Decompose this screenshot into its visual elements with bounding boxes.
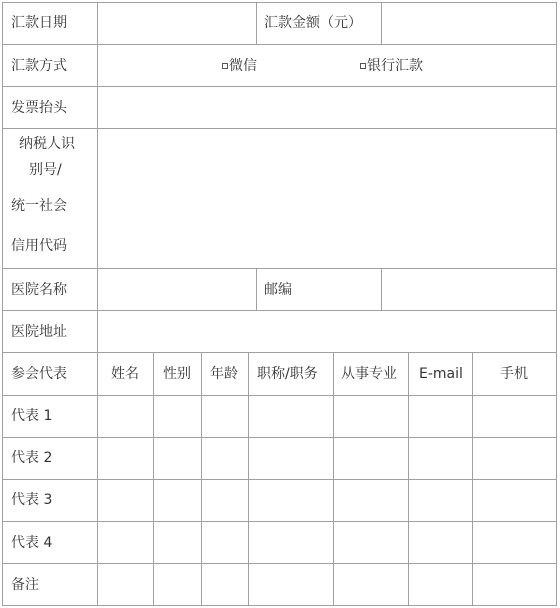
table-header: 手机 bbox=[500, 366, 528, 382]
checkbox-icon[interactable] bbox=[360, 63, 366, 69]
invoice-title-label: 发票抬头 bbox=[11, 100, 67, 116]
table-row-label: 备注 bbox=[11, 577, 39, 593]
invoice-title-field[interactable] bbox=[98, 87, 556, 128]
checkbox-icon[interactable] bbox=[222, 63, 228, 69]
taxpayer-id-label-line4: 信用代码 bbox=[11, 238, 67, 254]
postcode-label: 邮编 bbox=[264, 282, 292, 298]
hospital-address-field[interactable] bbox=[98, 311, 556, 352]
hospital-name-label: 医院名称 bbox=[11, 282, 67, 298]
taxpayer-id-label-line2: 别号/ bbox=[29, 162, 62, 178]
table-row-label: 代表 1 bbox=[11, 408, 53, 424]
table-row-label: 代表 2 bbox=[11, 450, 53, 466]
remit-date-label: 汇款日期 bbox=[11, 15, 67, 31]
hospital-address-label: 医院地址 bbox=[11, 324, 67, 340]
table-header: 参会代表 bbox=[11, 366, 67, 382]
taxpayer-id-label-line3: 统一社会 bbox=[11, 198, 67, 214]
table-header: 从事专业 bbox=[341, 366, 397, 382]
remit-date-field[interactable] bbox=[98, 3, 256, 44]
remit-amount-label: 汇款金额（元） bbox=[264, 15, 362, 31]
option-wechat[interactable] bbox=[222, 56, 257, 76]
table-header: 年龄 bbox=[210, 366, 238, 382]
remit-amount-field[interactable] bbox=[382, 3, 556, 44]
table-header: E-mail bbox=[419, 366, 463, 382]
table-row-label: 代表 4 bbox=[11, 535, 53, 551]
taxpayer-id-field[interactable] bbox=[98, 129, 556, 268]
table-header: 职称/职务 bbox=[257, 366, 318, 382]
option-wechat-label: 微信 bbox=[229, 58, 257, 74]
table-header: 性别 bbox=[163, 366, 191, 382]
remit-method-label: 汇款方式 bbox=[11, 58, 67, 74]
table-header: 姓名 bbox=[111, 366, 139, 382]
postcode-field[interactable] bbox=[382, 269, 556, 310]
hospital-name-field[interactable] bbox=[98, 269, 256, 310]
option-bank-label: 银行汇款 bbox=[367, 58, 423, 74]
option-bank-transfer[interactable] bbox=[360, 56, 423, 76]
taxpayer-id-label-line1: 纳税人识 bbox=[19, 136, 75, 152]
table-row-label: 代表 3 bbox=[11, 492, 53, 508]
